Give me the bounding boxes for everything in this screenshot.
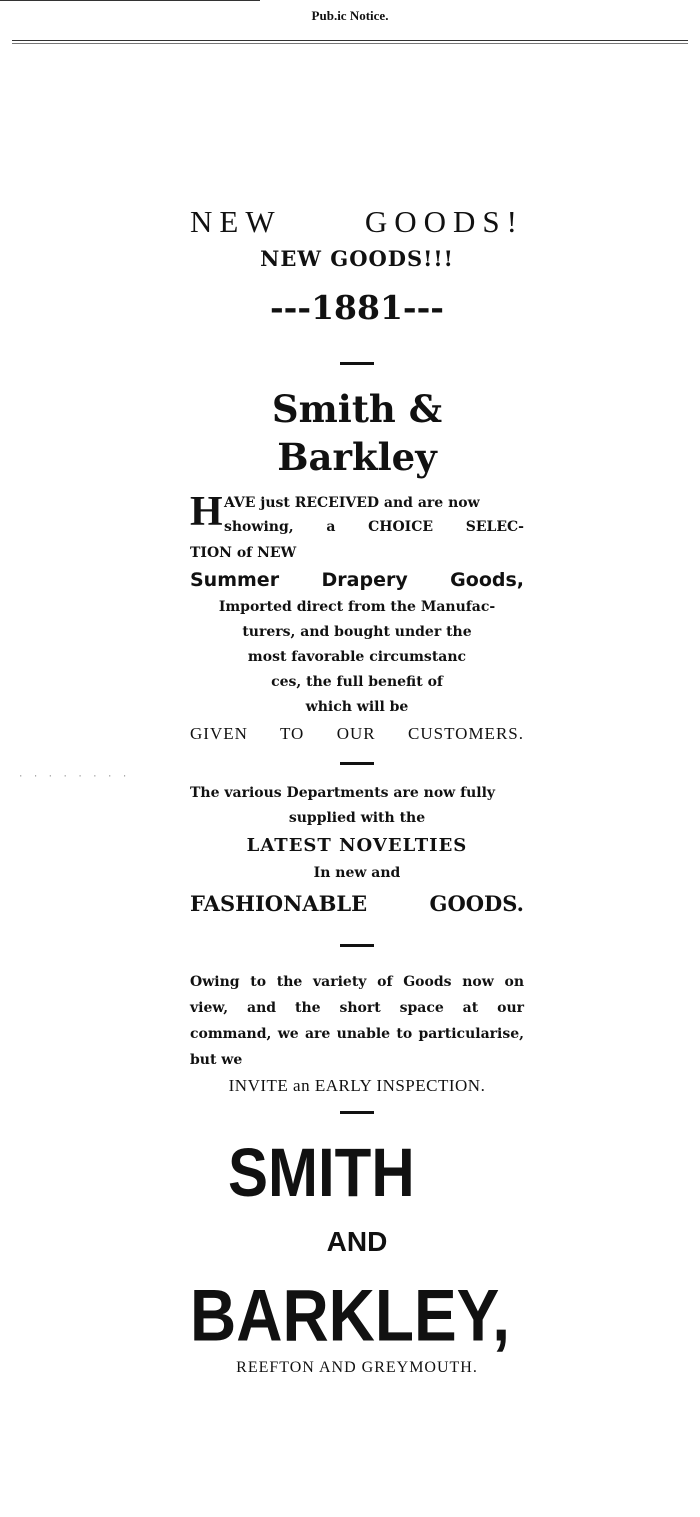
headline-new-goods-sub: NEW GOODS!!!: [260, 246, 454, 271]
firm-name: Smith & Barkley: [271, 387, 443, 479]
fashionable-goods: FASHIONABLE GOODS.: [190, 891, 524, 916]
received-line-2: showing, a CHOICE SELEC-: [224, 519, 524, 535]
top-rule: [0, 0, 260, 1]
invite-inspection: INVITE an EARLY INSPECTION.: [228, 1076, 486, 1095]
divider: [340, 762, 374, 765]
advertisement: [190, 200, 524, 1380]
departments-line: The various Departments are now fully: [190, 785, 496, 801]
headline-year: ---1881---: [269, 288, 445, 327]
received-line-3: TION of NEW: [190, 545, 297, 561]
divider: [340, 944, 374, 947]
divider: [340, 1111, 374, 1114]
owing-paragraph: Owing to the variety of Goods now on view, and the short space at our command, we are unable to particularise, but we: [190, 974, 524, 1068]
imported-line-3: most favorable circumstanc: [247, 649, 467, 665]
summer-drapery-heading: Summer Drapery Goods,: [190, 569, 524, 591]
imported-line-2: turers, and bought under the: [242, 624, 472, 640]
headline-new-goods: NEW GOODS!: [190, 204, 524, 239]
received-paragraph: [190, 491, 524, 541]
and-display: AND: [326, 1226, 388, 1257]
given-to-customers: GIVEN TO OUR CUSTOMERS.: [190, 724, 524, 743]
received-line-1: AVE just RECEIVED and are now: [224, 495, 480, 511]
smith-display: SMITH: [228, 1133, 415, 1211]
imported-line-1: Imported direct from the Manufac-: [218, 599, 496, 615]
imported-line-4: ces, the full benefit of: [271, 674, 443, 690]
in-new-and: In new and: [313, 865, 401, 881]
page-header: Pub.ic Notice.: [311, 8, 389, 23]
location-line: REEFTON AND GREYMOUTH.: [236, 1359, 478, 1376]
imported-line-5: which will be: [305, 699, 409, 715]
supplied-line: supplied with the: [288, 810, 426, 826]
header-rule-secondary: [12, 43, 688, 44]
divider: [340, 362, 374, 365]
drop-cap: H: [190, 489, 223, 535]
barkley-display: BARKLEY,: [190, 1273, 511, 1357]
latest-novelties: LATEST NOVELTIES: [246, 835, 468, 856]
margin-specks: · · · · · · · ·: [18, 772, 130, 782]
header-rule: [12, 40, 688, 41]
